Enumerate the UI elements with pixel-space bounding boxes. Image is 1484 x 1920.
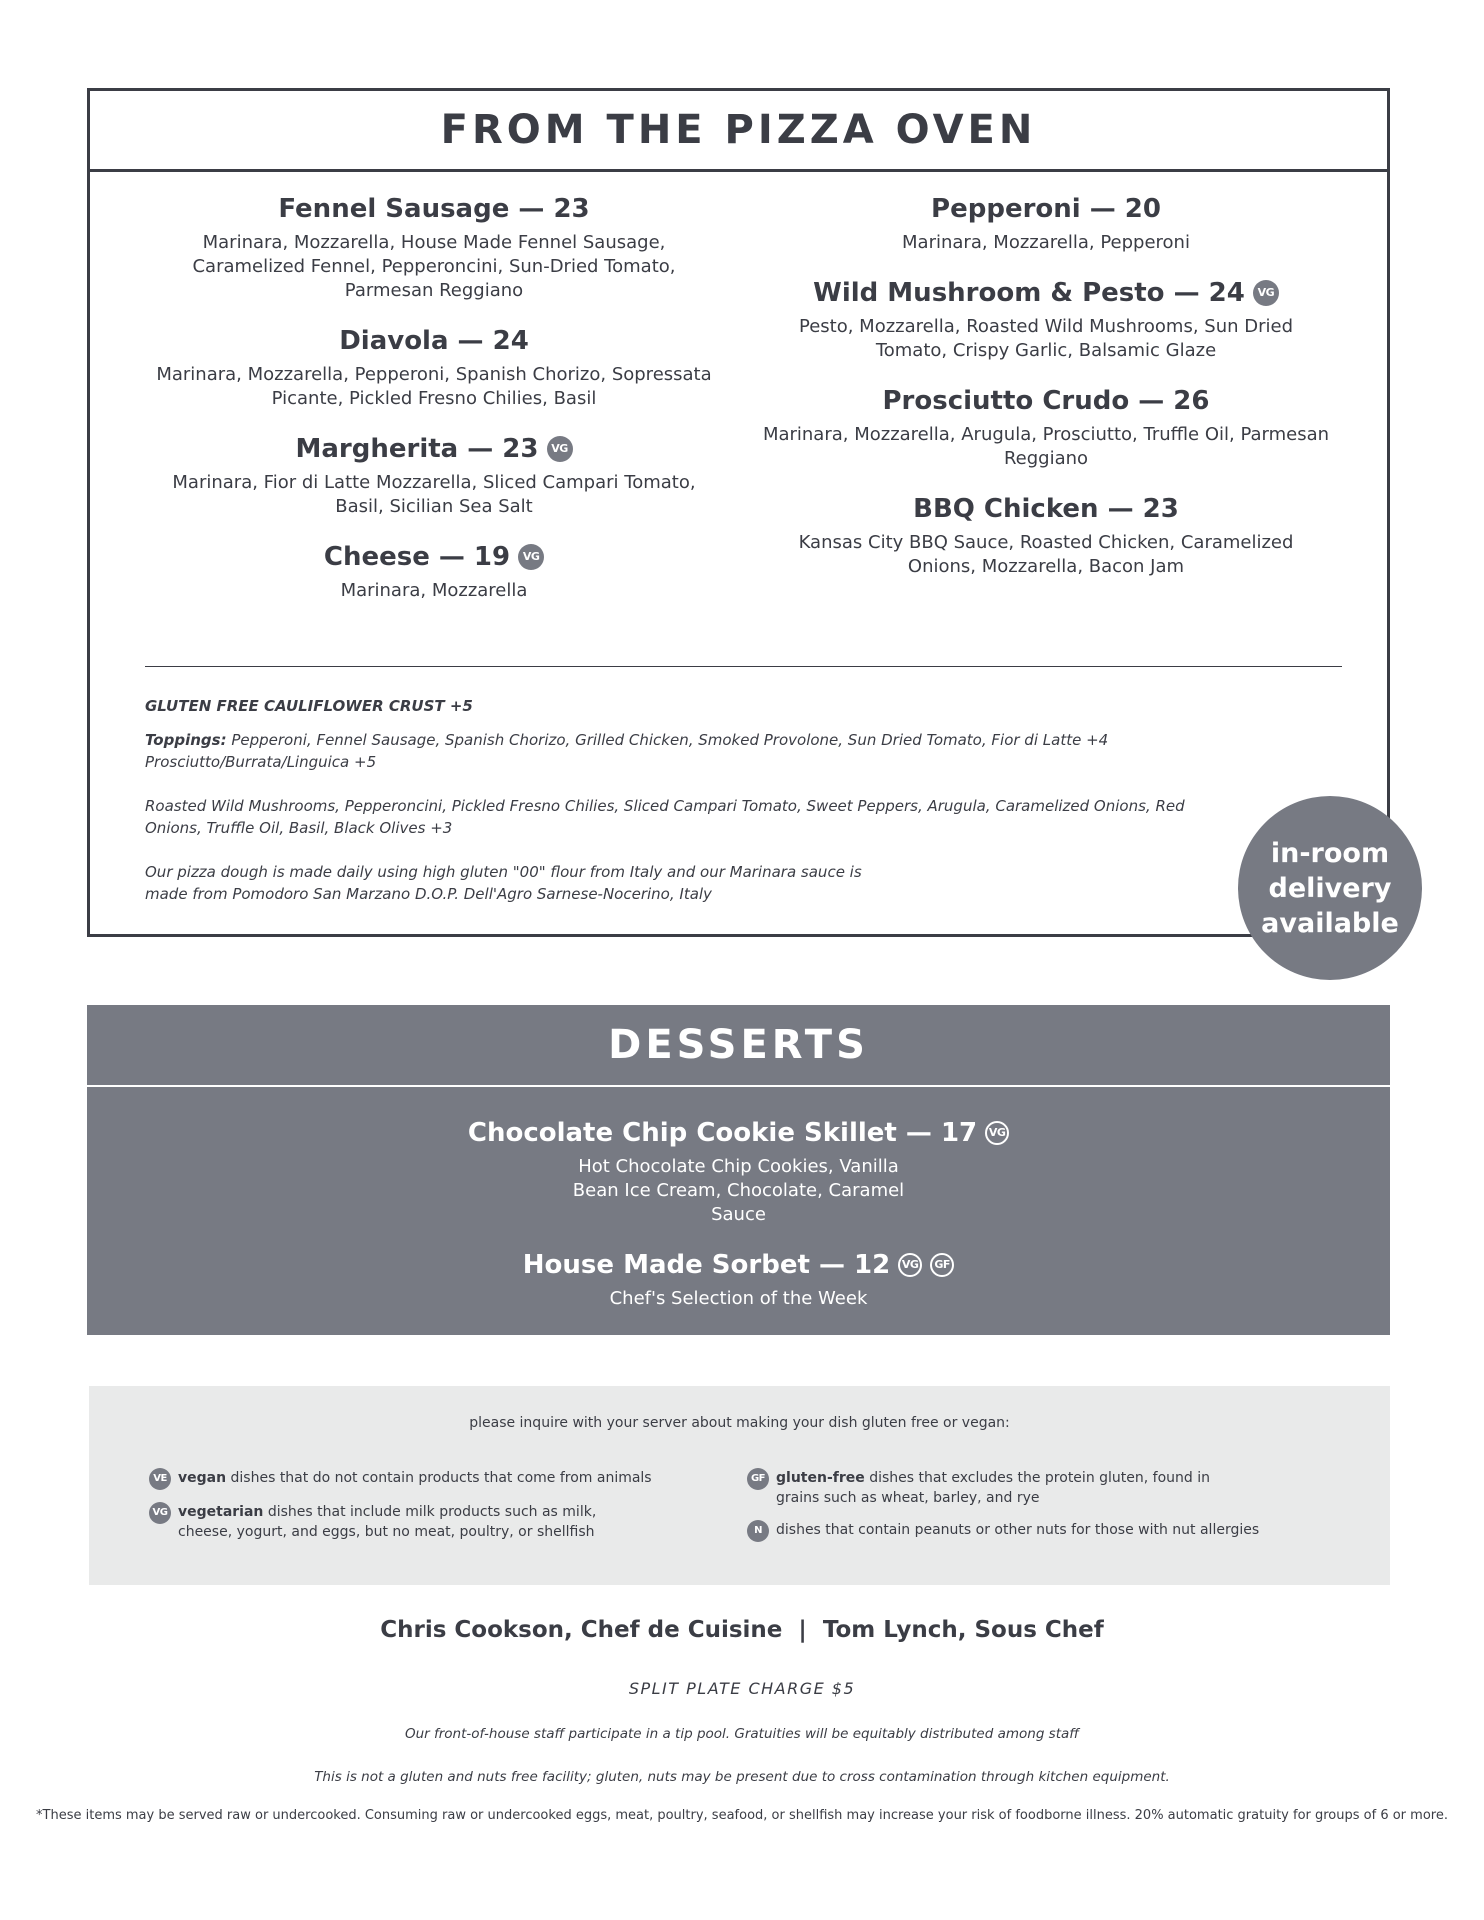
- menu-item-name: Chocolate Chip Cookie Skillet — 17: [467, 1118, 978, 1148]
- menu-item-name: Pepperoni — 20: [931, 194, 1161, 224]
- nut-badge-icon: N: [747, 1520, 769, 1542]
- gluten-free-badge-icon: GF: [747, 1468, 769, 1490]
- menu-item-description: Chef's Selection of the Week: [609, 1288, 868, 1309]
- legend-row: [747, 1520, 1267, 1542]
- legend-column-right: [747, 1468, 1267, 1554]
- menu-item: [762, 385, 1330, 471]
- toppings-note: [145, 729, 1205, 773]
- menu-item-description: Marinara, Fior di Latte Mozzarella, Sliced Campari Tomato, Basil, Sicilian Sea Salt: [172, 472, 696, 517]
- legend-row: [747, 1468, 1267, 1508]
- chef-credits: Chris Cookson, Chef de Cuisine | Tom Lynch, Sous Chef: [380, 1617, 1104, 1643]
- legend-intro: please inquire with your server about making your dish gluten free or vegan:: [469, 1415, 1010, 1431]
- vegetarian-badge-icon: VG: [547, 436, 573, 462]
- menu-item-description: Kansas City BBQ Sauce, Roasted Chicken, Caramelized Onions, Mozzarella, Bacon Jam: [798, 532, 1294, 577]
- legend-term: vegan: [178, 1470, 227, 1486]
- legend-row: [149, 1468, 669, 1490]
- menu-item-name: Diavola — 24: [339, 326, 529, 356]
- menu-item: [150, 433, 718, 519]
- menu-item-name: Prosciutto Crudo — 26: [882, 386, 1210, 416]
- pizza-section: [87, 88, 1390, 937]
- legend-text: dishes that contain peanuts or other nuts for those with nut allergies: [776, 1522, 1260, 1538]
- pizza-notes: [145, 695, 1205, 917]
- pizza-column-left: [150, 193, 718, 625]
- legend-row: [149, 1502, 669, 1542]
- desserts-title: DESSERTS: [87, 1005, 1390, 1087]
- menu-item: [762, 493, 1330, 579]
- menu-item-name: Cheese — 19: [323, 542, 511, 572]
- legend-term: gluten-free: [776, 1470, 865, 1486]
- vegetarian-badge-icon: VG: [985, 1121, 1009, 1145]
- legend-text: dishes that include milk products such as milk, cheese, yogurt, and eggs, but no meat, poultry, or shellfish: [178, 1504, 597, 1540]
- menu-item-name: Fennel Sausage — 23: [278, 194, 590, 224]
- vegan-badge-icon: VE: [149, 1468, 171, 1490]
- menu-item: [150, 193, 718, 303]
- toppings-text: Pepperoni, Fennel Sausage, Spanish Chorizo, Grilled Chicken, Smoked Provolone, Sun Dried Tomato, Fior di Latte +4 Prosciutto/Burrata/Linguica +5: [145, 731, 1109, 771]
- pizza-section-title: FROM THE PIZZA OVEN: [90, 91, 1387, 172]
- legend-term: vegetarian: [178, 1504, 264, 1520]
- menu-item-description: Marinara, Mozzarella, Pepperoni, Spanish Chorizo, Sopressata Picante, Pickled Fresno Chilies, Basil: [156, 364, 712, 409]
- dietary-legend: [89, 1386, 1390, 1585]
- delivery-line-2: delivery: [1268, 872, 1392, 904]
- vegetarian-badge-icon: VG: [1253, 280, 1279, 306]
- crust-note: GLUTEN FREE CAULIFLOWER CRUST +5: [145, 697, 473, 715]
- legend-text: dishes that excludes the protein gluten, found in grains such as wheat, barley, and rye: [776, 1470, 1211, 1506]
- vegetarian-badge-icon: VG: [898, 1253, 922, 1277]
- menu-item-description: Marinara, Mozzarella, House Made Fennel Sausage, Caramelized Fennel, Pepperoncini, Sun-Dried Tomato, Parmesan Reggiano: [192, 232, 676, 301]
- split-plate-charge: SPLIT PLATE CHARGE $5: [628, 1679, 856, 1698]
- menu-item: [762, 277, 1330, 363]
- legend-text: dishes that do not contain products that come from animals: [230, 1470, 652, 1486]
- menu-item-description: Marinara, Mozzarella, Pepperoni: [902, 232, 1190, 253]
- section-divider: [145, 666, 1342, 667]
- delivery-line-1: in-room: [1270, 837, 1390, 869]
- menu-item-description: Marinara, Mozzarella, Arugula, Prosciutto, Truffle Oil, Parmesan Reggiano: [762, 424, 1330, 469]
- menu-item: [87, 1117, 1390, 1227]
- menu-item-name: Margherita — 23: [295, 434, 539, 464]
- menu-item: [150, 541, 718, 603]
- menu-item: [150, 325, 718, 411]
- desserts-section: [87, 1005, 1390, 1335]
- pizza-column-right: [762, 193, 1330, 601]
- menu-item-description: Marinara, Mozzarella: [340, 580, 528, 601]
- menu-item: [87, 1249, 1390, 1311]
- gluten-free-badge-icon: GF: [930, 1253, 954, 1277]
- menu-item-description: Hot Chocolate Chip Cookies, Vanilla Bean Ice Cream, Chocolate, Caramel Sauce: [572, 1156, 905, 1225]
- vegetarian-badge-icon: VG: [518, 544, 544, 570]
- menu-item-name: BBQ Chicken — 23: [913, 494, 1179, 524]
- food-safety-disclaimer: *These items may be served raw or undercooked. Consuming raw or undercooked eggs, meat, poultry, seafood, or shellfish may increase your risk of foodborne illness. 20% automatic gratuity for groups of 6 or more.: [36, 1808, 1448, 1823]
- toppings-more: Roasted Wild Mushrooms, Pepperoncini, Pickled Fresno Chilies, Sliced Campari Tomato, Sweet Peppers, Arugula, Caramelized Onions, Red Onions, Truffle Oil, Basil, Black Olives +3: [145, 797, 1185, 837]
- menu-item: [762, 193, 1330, 255]
- menu-item-name: House Made Sorbet — 12: [522, 1250, 891, 1280]
- in-room-delivery-badge: [1238, 796, 1422, 980]
- delivery-line-3: available: [1261, 907, 1399, 939]
- vegetarian-badge-icon: VG: [149, 1502, 171, 1524]
- toppings-label: Toppings:: [145, 731, 227, 749]
- menu-item-description: Pesto, Mozzarella, Roasted Wild Mushrooms, Sun Dried Tomato, Crispy Garlic, Balsamic Glaze: [799, 316, 1293, 361]
- legend-column-left: [149, 1468, 669, 1554]
- dough-note: Our pizza dough is made daily using high gluten "00" flour from Italy and our Marinara sauce is made from Pomodoro San Marzano D.O.P. Dell'Agro Sarnese-Nocerino, Italy: [145, 863, 862, 903]
- menu-item-name: Wild Mushroom & Pesto — 24: [813, 278, 1245, 308]
- allergen-facility-note: This is not a gluten and nuts free facility; gluten, nuts may be present due to cross contamination through kitchen equipment.: [314, 1769, 1170, 1785]
- tip-pool-note: Our front-of-house staff participate in a tip pool. Gratuities will be equitably distributed among staff: [404, 1726, 1080, 1742]
